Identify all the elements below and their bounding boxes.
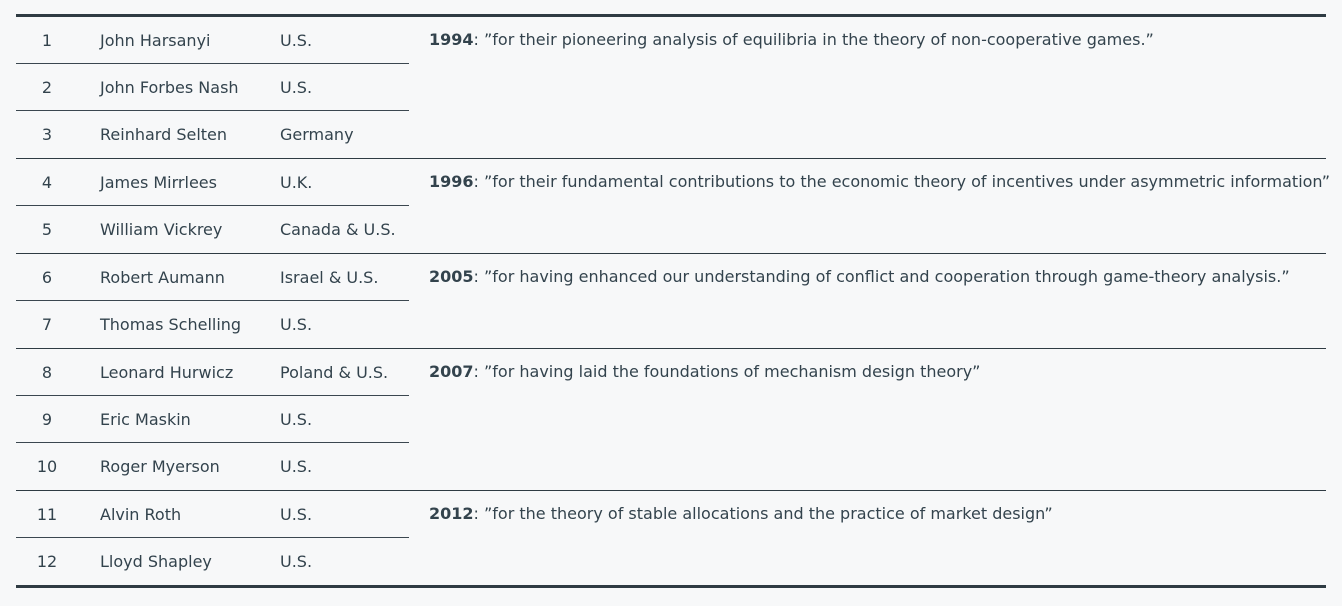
table-row [16,159,409,206]
laureate-name: Thomas Schelling [100,315,242,334]
row-number: 4 [41,172,53,192]
prize-year: 2012 [429,504,474,523]
laureate-country: U.S. [280,409,313,429]
laureate-name: Alvin Roth [100,504,182,524]
prize-group [16,17,1326,158]
row-number: 8 [41,362,53,382]
laureate-name: Reinhard Selten [100,125,228,144]
laureate-rows [16,159,409,253]
bottom-rule [16,585,1326,588]
laureate-name: Robert Aumann [100,267,225,287]
prize-year: 2007 [429,362,474,381]
laureate-country: U.S. [280,552,313,571]
prize-group [16,348,1326,490]
row-number: 6 [41,267,53,287]
laureate-rows [16,491,409,585]
table-row [16,64,409,111]
prize-citation [409,349,980,490]
table-row [16,301,409,348]
laureate-country: Poland & U.S. [280,362,389,382]
laureate-country: U.S. [280,30,313,50]
laureate-rows [16,349,409,490]
citation-text: : ”for their pioneering analysis of equilibria in the theory of non-cooperative games.” [473,30,1154,49]
citation-text: : ”for their fundamental contributions to the economic theory of incentives under asymmetric information” [473,172,1330,191]
laureate-country: U.S. [280,77,313,97]
laureates-table [16,14,1330,588]
laureate-country: U.S. [280,504,313,524]
row-number: 5 [41,220,53,239]
laureate-country: Canada & U.S. [280,220,396,239]
prize-group [16,253,1326,348]
laureate-name: John Forbes Nash [100,77,239,97]
laureate-rows [16,254,409,348]
table-row [16,206,409,253]
laureate-rows [16,17,409,158]
table-row [16,491,409,538]
prize-citation [409,254,1290,348]
laureate-name: Leonard Hurwicz [100,362,234,382]
laureate-country: U.S. [280,457,313,476]
prize-citation [409,17,1154,158]
table-row [16,396,409,443]
table-row [16,111,409,158]
row-number: 3 [41,125,53,144]
laureate-name: Eric Maskin [100,409,191,429]
laureate-name: William Vickrey [100,220,223,239]
prize-group [16,158,1330,253]
table-row [16,443,409,490]
laureate-country: Germany [280,125,354,144]
laureate-country: U.K. [280,172,313,192]
laureate-name: James Mirrlees [100,172,217,192]
laureate-country: U.S. [280,315,313,334]
prize-year: 1994 [429,30,474,49]
citation-text: : ”for having laid the foundations of mechanism design theory” [473,362,981,381]
prize-citation [409,159,1330,253]
row-number: 2 [41,77,53,97]
prize-group [16,490,1326,585]
laureate-country: Israel & U.S. [280,267,379,287]
row-number: 9 [41,409,53,429]
row-number: 10 [36,457,58,476]
prize-year: 1996 [429,172,474,191]
citation-text: : ”for having enhanced our understanding of conflict and cooperation through game-theory analysis.” [473,267,1290,286]
table-row [16,349,409,396]
prize-citation [409,491,1053,585]
table-row [16,538,409,585]
row-number: 12 [36,552,58,571]
laureate-name: John Harsanyi [100,30,211,50]
row-number: 11 [36,504,58,524]
citation-text: : ”for the theory of stable allocations and the practice of market design” [473,504,1053,523]
table-row [16,17,409,64]
row-number: 1 [41,30,53,50]
prize-year: 2005 [429,267,474,286]
row-number: 7 [41,315,53,334]
table-row [16,254,409,301]
laureate-name: Roger Myerson [100,457,220,476]
laureate-name: Lloyd Shapley [100,552,212,571]
